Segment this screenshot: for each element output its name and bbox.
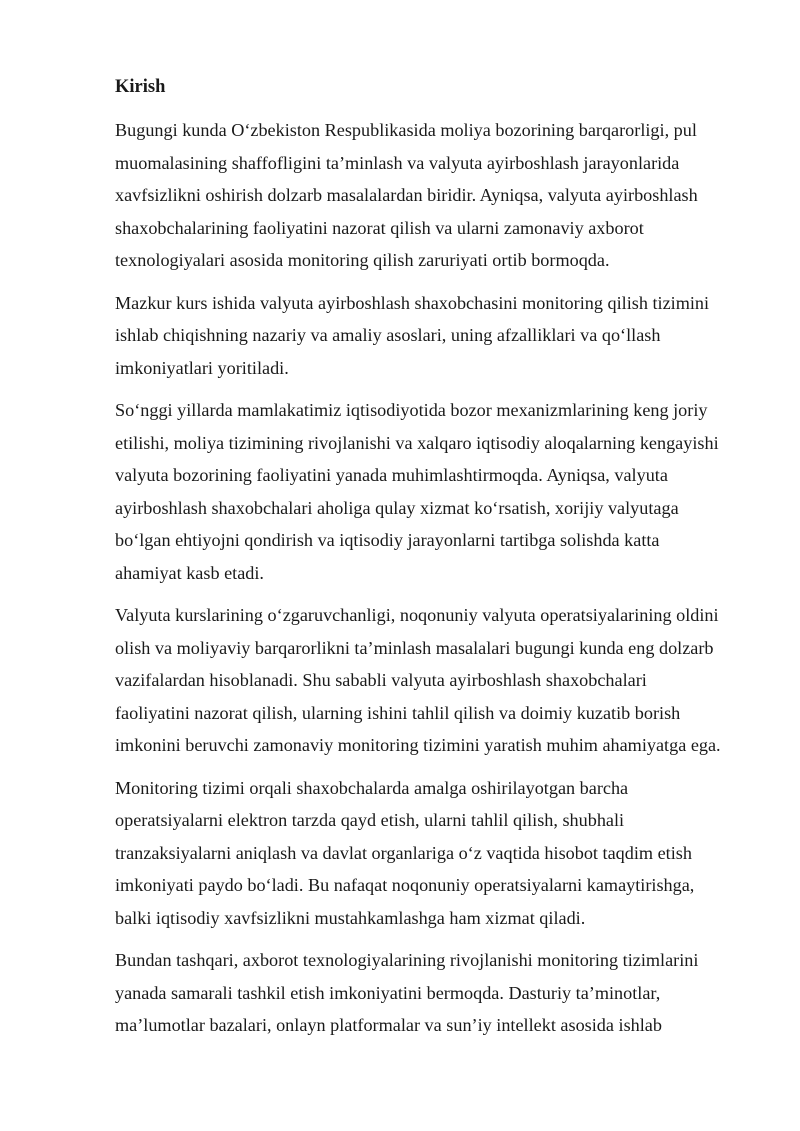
text-line: operatsiyalarni elektron tarzda qayd etish, ularni tahlil qilish, shubhali xyxy=(115,810,625,830)
text-line: valyuta bozorining faoliyatini yanada muhimlashtirmoqda. Ayniqsa, valyuta xyxy=(115,465,668,485)
text-line: vazifalardan hisoblanadi. Shu sababli valyuta ayirboshlash shaxobchalari xyxy=(115,670,647,690)
text-line: bo‘lgan ehtiyojni qondirish va iqtisodiy jarayonlarni tartibga solishda katta xyxy=(115,530,660,550)
text-line: olish va moliyaviy barqarorlikni ta’minlash masalalari bugungi kunda eng dolzarb xyxy=(115,637,714,658)
text-line: texnologiyalari asosida monitoring qilish zaruriyati ortib bormoqda. xyxy=(115,250,610,270)
text-line: imkonini beruvchi zamonaviy monitoring tizimini yaratish muhim ahamiyatga ega. xyxy=(115,735,721,755)
text-line: ma’lumotlar bazalari, onlayn platformalar va sun’iy intellekt asosida ishlab xyxy=(115,1015,662,1035)
paragraph-2 xyxy=(115,287,745,385)
text-line: imkoniyati paydo bo‘ladi. Bu nafaqat noqonuniy operatsiyalarni kamaytirishga, xyxy=(115,875,695,895)
paragraph-3 xyxy=(115,394,745,589)
text-line: ahamiyat kasb etadi. xyxy=(115,562,264,583)
text-line: So‘nggi yillarda mamlakatimiz iqtisodiyotida bozor mexanizmlarining keng joriy xyxy=(115,400,708,420)
section-heading: Kirish xyxy=(115,77,166,97)
text-line: yanada samarali tashkil etish imkoniyatini bermoqda. Dasturiy ta’minotlar, xyxy=(115,982,661,1003)
text-line: ishlab chiqishning nazariy va amaliy asoslari, uning afzalliklari va qo‘llash xyxy=(115,325,661,345)
text-line: imkoniyatlari yoritiladi. xyxy=(115,357,289,378)
text-line: Monitoring tizimi orqali shaxobchalarda amalga oshirilayotgan barcha xyxy=(115,777,629,798)
text-line: etilishi, moliya tizimining rivojlanishi va xalqaro iqtisodiy aloqalarning kengayishi xyxy=(115,432,719,453)
text-line: muomalasining shaffofligini ta’minlash va valyuta ayirboshlash jarayonlarida xyxy=(115,152,680,173)
text-line: Bugungi kunda O‘zbekiston Respublikasida moliya bozorining barqarorligi, pul xyxy=(115,120,697,140)
text-line: ayirboshlash shaxobchalari aholiga qulay xizmat ko‘rsatish, xorijiy valyutaga xyxy=(115,497,679,518)
text-line: shaxobchalarining faoliyatini nazorat qilish va ularni zamonaviy axborot xyxy=(115,217,644,238)
paragraph-6 xyxy=(115,944,745,1042)
text-line: tranzaksiyalarni aniqlash va davlat organlariga o‘z vaqtida hisobot taqdim etish xyxy=(115,842,692,863)
text-line: Valyuta kurslarining o‘zgaruvchanligi, noqonuniy valyuta operatsiyalarining oldini xyxy=(115,605,719,625)
text-line: Bundan tashqari, axborot texnologiyalarining rivojlanishi monitoring tizimlarini xyxy=(115,950,699,970)
paragraph-1 xyxy=(115,114,745,277)
document-body xyxy=(115,75,745,1052)
paragraph-4 xyxy=(115,599,745,762)
text-line: balki iqtisodiy xavfsizlikni mustahkamlashga ham xizmat qiladi. xyxy=(115,907,586,928)
text-line: xavfsizlikni oshirish dolzarb masalalardan biridir. Ayniqsa, valyuta ayirboshlash xyxy=(115,185,698,205)
paragraph-5 xyxy=(115,772,745,935)
text-line: faoliyatini nazorat qilish, ularning ishini tahlil qilish va doimiy kuzatib borish xyxy=(115,702,681,723)
text-line: Mazkur kurs ishida valyuta ayirboshlash shaxobchasini monitoring qilish tizimini xyxy=(115,292,710,313)
